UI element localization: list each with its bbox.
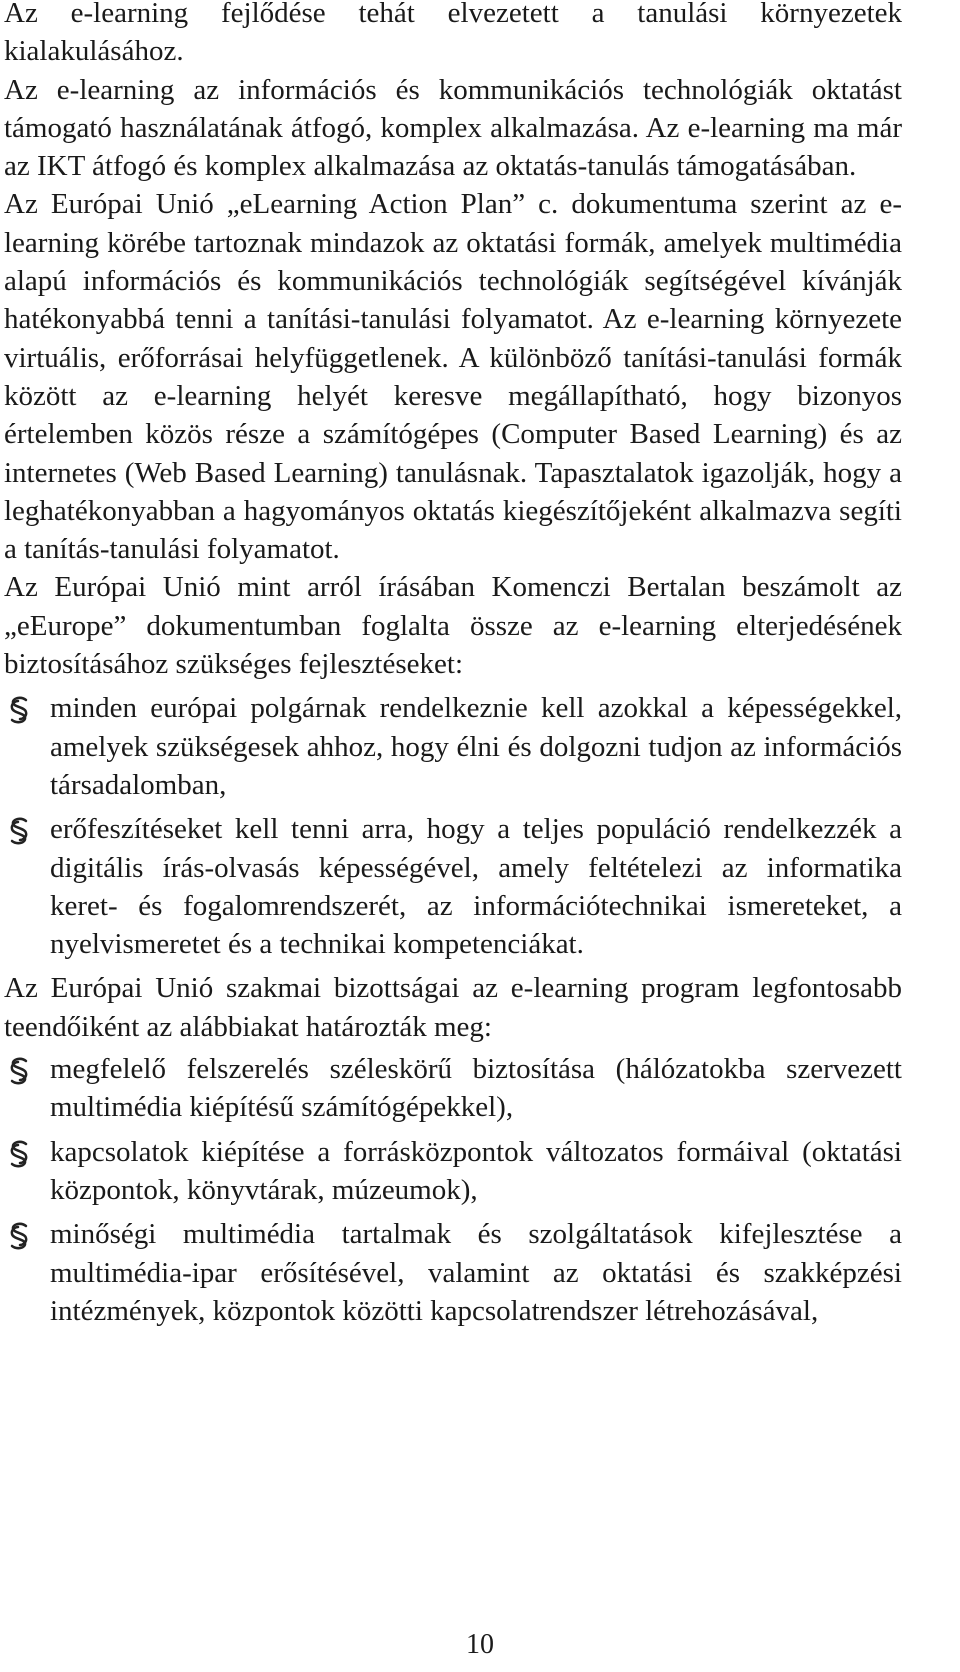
section-sign-bullet-icon — [4, 1139, 34, 1169]
section-sign-bullet-icon — [4, 1221, 34, 1251]
paragraph: Az Európai Unió „eLearning Action Plan” c. dokumentuma szerint az e-learning körébe tartoznak mindazok az oktatási formák, amelyek multimédia alapú információs és kommunikációs technológiák segítségével kívánják hatékonyabbá tenni a tanítási-tanulási folyamatot. Az e-learning környezete virtuális, erőforrásai helyfüggetlenek. A különböző tanítási-tanulási formák között az e-learning helyét keresve megállapítható, hogy bizonyos értelemben közös része a számítógépes (Computer Based Learning) és az internetes (Web Based Learning) tanulásnak. Tapasztalatok igazolják, hogy a leghatékonyabban a hagyományos oktatás kiegészítőjeként alkalmazva segíti a tanítás-tanulási folyamatot. — [4, 188, 902, 566]
page-number: 10 — [466, 1629, 494, 1660]
paragraph: Az e-learning fejlődése tehát elvezetett a tanulási környezetek kialakulásához. — [4, 0, 902, 68]
section-sign-bullet-icon — [4, 1056, 34, 1086]
list-item-text: minden európai polgárnak rendelkeznie kell azokkal a képességekkel, amelyek szükségesek ahhoz, hogy élni és dolgozni tudjon az információs társadalomban, — [50, 692, 902, 801]
document-body — [4, 0, 902, 1336]
bullet-list — [4, 1050, 902, 1330]
section-sign-bullet-icon — [4, 816, 34, 846]
list-item-text: megfelelő felszerelés széleskörű biztosítása (hálózatokba szervezett multimédia kiépítésű számítógépekkel), — [50, 1053, 902, 1124]
section-sign-bullet-icon — [4, 695, 34, 725]
list-item — [4, 1215, 902, 1330]
list-item-text: erőfeszítéseket kell tenni arra, hogy a teljes populáció rendelkezzék a digitális írás-olvasás képességével, amely feltételezi az informatika keret- és fogalomrendszerét, az információtechnikai ismereteket, a nyelvismeretet és a technikai kompetenciákat. — [50, 813, 902, 961]
list-item-text: minőségi multimédia tartalmak és szolgáltatások kifejlesztése a multimédia-ipar erősítésével, valamint az oktatási és szakképzési intézmények, központok közötti kapcsolatrendszer létrehozásával, — [50, 1218, 902, 1327]
list-item — [4, 1133, 902, 1210]
list-item — [4, 810, 902, 963]
bullet-list — [4, 689, 902, 963]
paragraph: Az e-learning az információs és kommunikációs technológiák oktatást támogató használatának átfogó, komplex alkalmazása. Az e-learning ma már az IKT átfogó és komplex alkalmazása az oktatás-tanulás támogatásában. — [4, 73, 902, 183]
list-item-text: kapcsolatok kiépítése a forrásközpontok változatos formáival (oktatási központok, könyvtárak, múzeumok), — [50, 1135, 902, 1206]
list-item — [4, 1050, 902, 1127]
paragraph: Az Európai Unió szakmai bizottságai az e-learning program legfontosabb teendőiként az alábbiakat határozták meg: — [4, 972, 902, 1043]
list-item — [4, 689, 902, 804]
paragraph: Az Európai Unió mint arról írásában Komenczi Bertalan beszámolt az „eEurope” dokumentumban foglalta össze az e-learning elterjedésének biztosításához szükséges fejlesztéseket: — [4, 571, 902, 681]
